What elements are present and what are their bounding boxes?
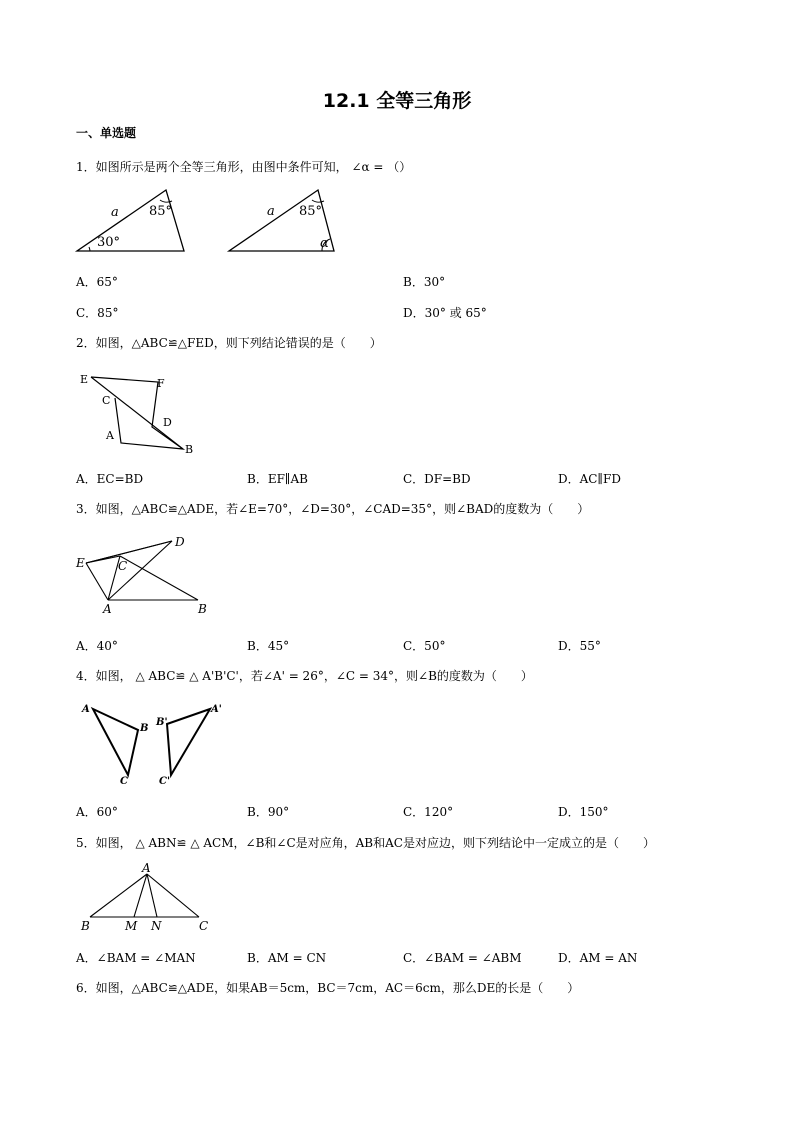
q4-option-c: C．120° [403,805,454,819]
q1-label-30: 30° [97,235,121,250]
q3-label-b: B [198,602,207,616]
q4-option-a: A．60° [76,805,118,819]
q1-option-a: A．65° [76,275,118,289]
q2-label-b: B [185,443,194,456]
q2-option-a: A．EC=BD [76,472,144,486]
question-4-stem: 4．如图， △ ABC≌ △ A'B'C'，若∠A' = 26°，∠C = 34°，则∠B的度数为（ ） [76,669,533,683]
question-6-stem: 6．如图，△ABC≌△ADE，如果AB＝5cm，BC＝7cm，AC＝6cm，那么DE的长是（ ） [76,981,580,995]
q1-label-a-right: a [267,204,275,219]
q4-label-b: B [140,723,149,734]
q3-option-b: B．45° [247,639,290,653]
page-title: 12.1 全等三角形 [322,90,472,112]
q1-label-a-left: a [111,205,119,220]
question-5-stem: 5．如图， △ ABN≌ △ ACM，∠B和∠C是对应角，AB和AC是对应边，则下列结论中一定成立的是（ ） [76,836,655,850]
q4-label-c: C [120,776,128,787]
q5-option-b: B．AM = CN [247,951,327,965]
q3-option-d: D．55° [558,639,601,653]
question-1-stem: 1．如图所示是两个全等三角形，由图中条件可知， ∠α = （） [76,160,412,174]
q4-label-a: A [82,704,90,715]
q5-option-c: C．∠BAM = ∠ABM [403,951,522,965]
q4-label-b-prime: B' [156,717,168,728]
q5-label-b: B [81,919,90,933]
q3-option-a: A．40° [76,639,118,653]
q2-label-d: D [163,416,172,429]
q5-option-a: A．∠BAM = ∠MAN [76,951,196,965]
q4-option-d: D．150° [558,805,609,819]
q2-label-e: E [80,373,89,386]
q1-label-alpha: α [320,236,329,251]
q2-option-b: B．EF∥AB [247,472,308,486]
q4-label-a-prime: A' [211,704,222,715]
q3-label-d: D [175,535,185,549]
q1-label-85-right: 85° [299,204,323,219]
q3-label-a: A [103,602,112,616]
q4-option-b: B．90° [247,805,290,819]
section-heading: 一、单选题 [76,126,137,140]
q3-option-c: C．50° [403,639,446,653]
question-3-stem: 3．如图，△ABC≌△ADE，若∠E=70°，∠D=30°，∠CAD=35°，则∠BAD的度数为（ ） [76,502,590,516]
q2-option-c: C．DF=BD [403,472,471,486]
q5-label-c: C [199,919,209,933]
q1-option-c: C．85° [76,306,119,320]
q2-label-f: F [157,377,165,390]
q5-label-n: N [151,919,162,933]
q5-option-d: D．AM = AN [558,951,638,965]
q5-label-m: M [125,919,138,933]
q2-label-c: C [102,394,111,407]
q2-option-d: D．AC∥FD [558,472,621,486]
q1-label-85-left: 85° [149,204,173,219]
q4-label-c-prime: C' [159,776,171,787]
q3-label-c: C [118,559,128,573]
q3-label-e: E [76,556,85,570]
q2-label-a: A [106,429,114,442]
question-2-stem: 2．如图，△ABC≌△FED，则下列结论错误的是（ ） [76,336,382,350]
q1-option-d: D．30° 或 65° [403,306,487,320]
q1-option-b: B．30° [403,275,446,289]
q5-label-a: A [142,861,151,875]
